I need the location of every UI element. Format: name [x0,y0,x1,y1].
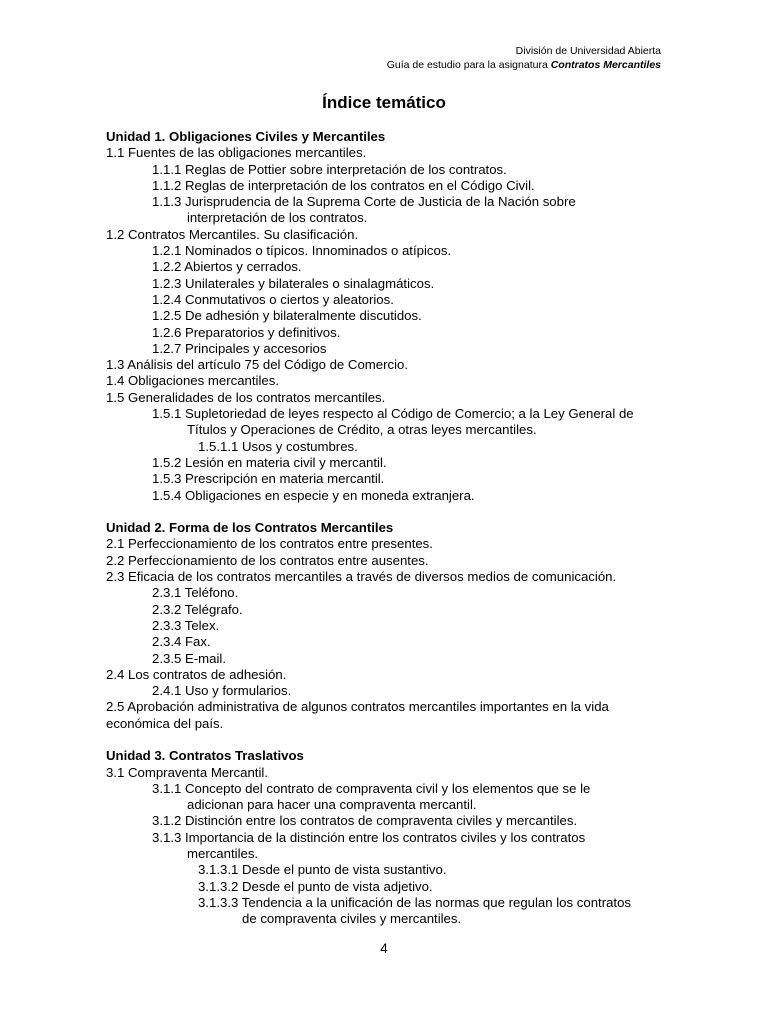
toc-entry: 1.2.1 Nominados o típicos. Innominados o atípicos. [152,243,452,259]
toc-entry: 2.3.5 E-mail. [152,650,227,666]
header-division: División de Universidad Abierta [515,45,661,57]
toc-entry: 1.4 Obligaciones mercantiles. [106,373,279,389]
toc-entry: 2.3.3 Telex. [152,617,220,633]
toc-entry: 2.4 Los contratos de adhesión. [106,666,287,682]
toc-entry-continuation: económica del país. [106,715,224,731]
toc-entry-continuation: mercantiles. [187,846,259,862]
toc-entry-continuation: adicionan para hacer una compraventa mercantil. [187,797,477,813]
toc-entry-continuation: Títulos y Operaciones de Crédito, a otras leyes mercantiles. [187,422,537,438]
page-number: 4 [380,941,388,956]
header-guide-prefix: Guía de estudio para la asignatura [386,59,551,71]
toc-entry: 1.5.4 Obligaciones en especie y en moneda extranjera. [152,487,475,503]
toc-entry: 1.1 Fuentes de las obligaciones mercantiles. [106,145,367,161]
toc-entry: 1.2.3 Unilaterales y bilaterales o sinalagmáticos. [152,275,435,291]
toc-entry: 3.1.3.1 Desde el punto de vista sustantivo. [198,862,447,878]
toc-entry: 2.3 Eficacia de los contratos mercantiles a través de diversos medios de comunicación. [106,569,617,585]
header-course-name: Contratos Mercantiles [550,59,661,71]
toc-entry: 1.5.3 Prescripción en materia mercantil. [152,471,385,487]
toc-entry: 1.2.4 Conmutativos o ciertos y aleatorios. [152,291,394,307]
toc-entry: 2.3.2 Telégrafo. [152,601,243,617]
toc-entry: 1.5.1 Supletoriedad de leyes respecto al Código de Comercio; a la Ley General de [152,406,634,422]
toc-entry: 2.1 Perfeccionamiento de los contratos entre presentes. [106,536,433,552]
page-header [387,44,661,72]
toc-entry-continuation: interpretación de los contratos. [187,210,368,226]
toc-entry: 1.1.3 Jurisprudencia de la Suprema Corte de Justicia de la Nación sobre [152,194,576,210]
unit-spacer [106,504,666,520]
toc-entry: 3.1 Compraventa Mercantil. [106,764,268,780]
toc-entry: 3.1.3.3 Tendencia a la unificación de las normas que regulan los contratos [198,894,632,910]
toc-entry: 1.5 Generalidades de los contratos mercantiles. [106,389,386,405]
toc-entry: 1.2.7 Principales y accesorios [152,340,327,356]
toc-entry: 3.1.2 Distinción entre los contratos de compraventa civiles y mercantiles. [152,813,578,829]
unit-spacer [106,732,666,748]
toc-entry: 1.2.2 Abiertos y cerrados. [152,259,302,275]
toc-entry: 2.5 Aprobación administrativa de algunos contratos mercantiles importantes en la vida [106,699,609,715]
toc-entry-continuation: de compraventa civiles y mercantiles. [242,911,462,927]
toc-entry: 2.2 Perfeccionamiento de los contratos entre ausentes. [106,552,429,568]
header-guide [387,58,661,72]
toc-entry: 1.3 Análisis del artículo 75 del Código de Comercio. [106,357,409,373]
toc-entry: 3.1.3 Importancia de la distinción entre los contratos civiles y los contratos [152,829,586,845]
toc-entry: 1.2 Contratos Mercantiles. Su clasificación. [106,226,359,242]
toc-entry: 3.1.3.2 Desde el punto de vista adjetivo. [198,878,433,894]
table-of-contents [106,129,666,928]
toc-entry: 2.4.1 Uso y formularios. [152,683,292,699]
page-title: Índice temático [322,93,446,112]
unit-title: Unidad 3. Contratos Traslativos [106,748,304,764]
toc-entry: 1.1.1 Reglas de Pottier sobre interpretación de los contratos. [152,161,507,177]
toc-entry: 1.1.2 Reglas de interpretación de los contratos en el Código Civil. [152,177,535,193]
toc-entry: 1.5.2 Lesión en materia civil y mercantil. [152,454,387,470]
toc-entry: 3.1.1 Concepto del contrato de compraventa civil y los elementos que se le [152,780,591,796]
unit-title: Unidad 1. Obligaciones Civiles y Mercantiles [106,129,386,144]
unit-title: Unidad 2. Forma de los Contratos Mercantiles [106,520,394,536]
toc-entry: 1.2.6 Preparatorios y definitivos. [152,324,341,340]
toc-entry: 1.2.5 De adhesión y bilateralmente discutidos. [152,308,422,324]
toc-entry: 1.5.1.1 Usos y costumbres. [198,438,358,454]
toc-entry: 2.3.1 Teléfono. [152,585,239,601]
toc-entry: 2.3.4 Fax. [152,634,211,650]
